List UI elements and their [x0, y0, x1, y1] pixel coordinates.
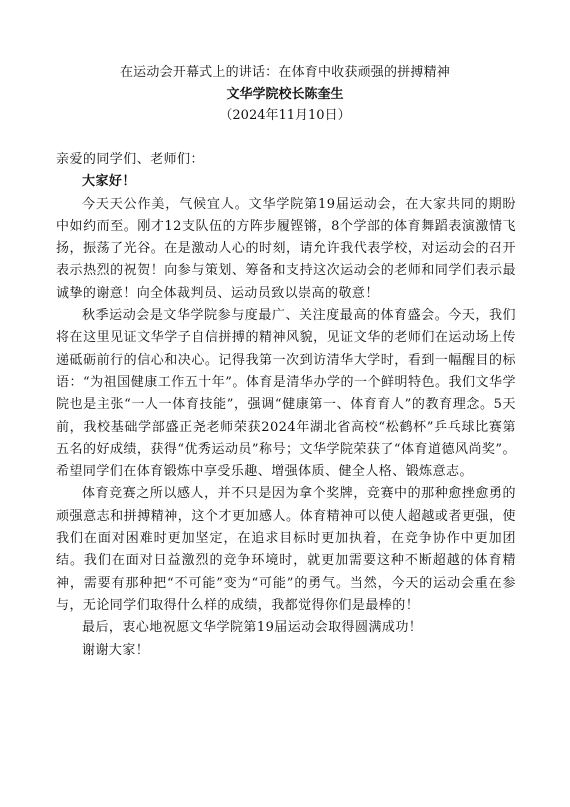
- salutation: 亲爱的同学们、老师们：: [56, 152, 204, 167]
- greeting: 大家好！: [82, 174, 136, 190]
- speech-body: [56, 149, 516, 662]
- paragraph-final-wish: 最后，衷心地祝愿文华学院第19届运动会取得圆满成功！: [82, 620, 423, 636]
- paragraph-opening: 今天天公作美，气候宜人。文华学院第19届运动会，在大家共同的期盼中如约而至。刚才12支队伍的方阵步履铿锵，8个学部的体育舞蹈表演激情飞扬，振荡了光谷。在是激动人心的时刻，请允许我代表学校，对运动会的召开表示热烈的祝贺！向参与策划、筹备和支持这次运动会的老师和同学们表示最诚挚的谢意！向全体裁判员、运动员致以崇高的敬意！: [56, 196, 516, 301]
- document-date: （2024年11月10日）: [219, 108, 351, 123]
- paragraph-sports-spirit: 体育竞赛之所以感人，并不只是因为拿个奖牌，竞赛中的那种愈挫愈勇的顽强意志和拼搏精神，这个才更加感人。体育精神可以使人超越或者更强，使我们在面对困难时更加坚定，在追求目标时更加执着，在竞争协作中更加团结。我们在面对日益激烈的竞争环境时，就更加需要这种不断超越的体育精神，需要有那种把“不可能”变为“可能”的勇气。当然，今天的运动会重在参与，无论同学们取得什么样的成绩，我都觉得你们是最棒的！: [56, 486, 516, 613]
- closing-thanks: 谢谢大家！: [82, 642, 150, 658]
- document-header: [0, 62, 570, 126]
- paragraph-autumn-games: 秋季运动会是文华学院参与度最广、关注度最高的体育盛会。今天，我们将在这里见证文华学子自信拼搏的精神风貌，见证文华的老师们在运动场上传递砥砺前行的信心和决心。记得我第一次到访清华大学时，看到一幅醒目的标语：“为祖国健康工作五十年”。体育是清华办学的一个鲜明特色。我们文华学院也是主张“一人一体育技能”，强调“健康第一、体育育人”的教育理念。5天前，我校基础学部盛正尧老师荣获2024年湖北省高校“松鹤杯”乒乓球比赛第五名的好成绩，获得“优秀运动员”称号；文华学院荣获了“体育道德风尚奖”。希望同学们在体育锻炼中享受乐趣、增强体质、健全人格、锻炼意志。: [56, 308, 516, 480]
- document-title: 在运动会开幕式上的讲话：在体育中收获顽强的拼搏精神: [119, 65, 450, 80]
- document-author: 文华学院校长陈奎生: [226, 87, 344, 102]
